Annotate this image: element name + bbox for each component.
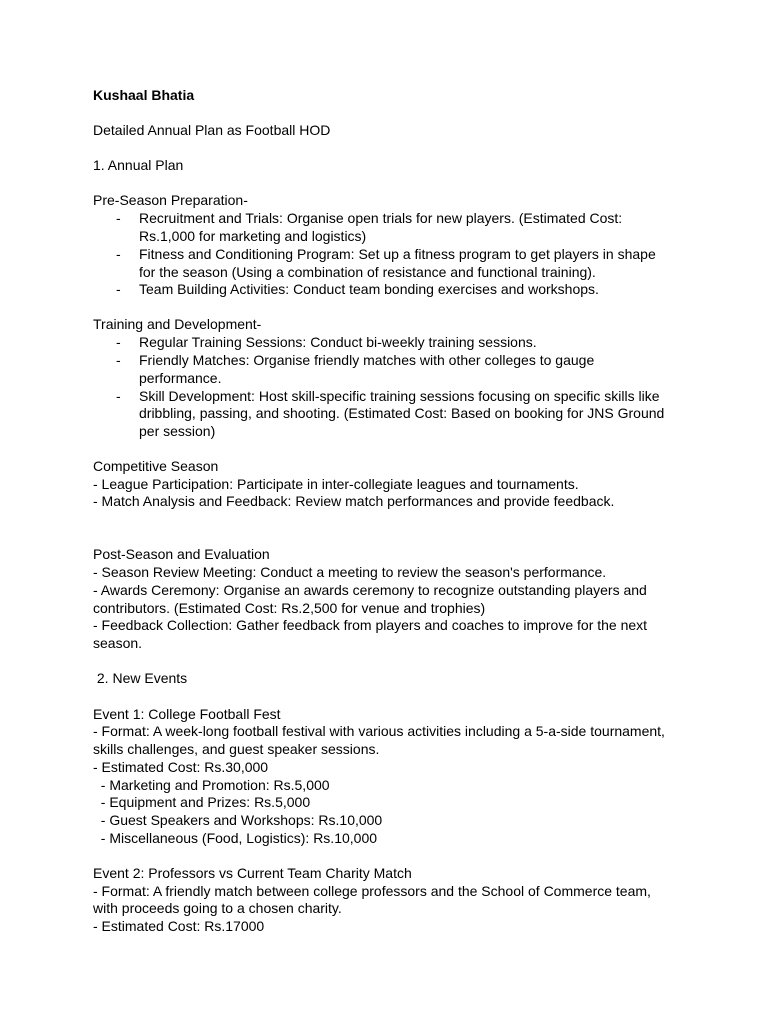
bullet-dash: - (116, 388, 121, 404)
section-heading-new-events: 2. New Events (93, 670, 188, 686)
subsection-heading-competitive: Competitive Season (93, 458, 219, 474)
text-line: - Miscellaneous (Food, Logistics): Rs.10,000 (93, 830, 378, 846)
bullet-dash: - (116, 352, 121, 368)
bullet-dash: - (116, 334, 121, 350)
subsection-heading-postseason: Post-Season and Evaluation (93, 546, 270, 562)
list-item-line: Friendly Matches: Organise friendly matches with other colleges to gauge (139, 352, 595, 368)
list-item-line: Fitness and Conditioning Program: Set up a fitness program to get players in shape (139, 246, 656, 262)
list-item-line: Team Building Activities: Conduct team bonding exercises and workshops. (139, 281, 599, 297)
text-line: - Estimated Cost: Rs.17000 (93, 918, 265, 934)
text-line: - Match Analysis and Feedback: Review match performances and provide feedback. (93, 493, 615, 509)
list-item-line: dribbling, passing, and shooting. (Estimated Cost: Based on booking for JNS Ground (139, 405, 665, 421)
text-line: - Marketing and Promotion: Rs.5,000 (93, 777, 330, 793)
text-line: - Estimated Cost: Rs.30,000 (93, 759, 269, 775)
text-line: skills challenges, and guest speaker sessions. (93, 741, 380, 757)
text-line: - Equipment and Prizes: Rs.5,000 (93, 794, 311, 810)
bullet-dash: - (116, 210, 121, 226)
event-heading-2: Event 2: Professors vs Current Team Charity Match (93, 865, 412, 881)
list-item-line: Recruitment and Trials: Organise open trials for new players. (Estimated Cost: (139, 210, 623, 226)
author-name: Kushaal Bhatia (93, 87, 195, 103)
list-item-line: performance. (139, 370, 222, 386)
section-heading-annual-plan: 1. Annual Plan (93, 157, 184, 173)
list-item-line: for the season (Using a combination of resistance and functional training). (139, 264, 596, 280)
document-title: Detailed Annual Plan as Football HOD (93, 122, 331, 138)
text-line: - Feedback Collection: Gather feedback from players and coaches to improve for the next (93, 617, 648, 633)
text-line: - Awards Ceremony: Organise an awards ceremony to recognize outstanding players and (93, 582, 647, 598)
text-line: season. (93, 635, 143, 651)
event-heading-1: Event 1: College Football Fest (93, 706, 281, 722)
text-line: - Guest Speakers and Workshops: Rs.10,000 (93, 812, 383, 828)
bullet-dash: - (116, 246, 121, 262)
list-item-line: Rs.1,000 for marketing and logistics) (139, 228, 367, 244)
subsection-heading-training: Training and Development- (93, 316, 262, 332)
text-line: - Format: A week-long football festival with various activities including a 5-a-side tournament, (93, 723, 665, 739)
bullet-dash: - (116, 281, 121, 297)
subsection-heading-preseason: Pre-Season Preparation- (93, 192, 248, 208)
list-item-line: per session) (139, 423, 216, 439)
text-line: - Format: A friendly match between college professors and the School of Commerce team, (93, 883, 651, 899)
text-line: - Season Review Meeting: Conduct a meeting to review the season's performance. (93, 564, 607, 580)
list-item-line: Skill Development: Host skill-specific training sessions focusing on specific skills like (139, 388, 660, 404)
text-line: with proceeds going to a chosen charity. (93, 900, 342, 916)
text-line: contributors. (Estimated Cost: Rs.2,500 for venue and trophies) (93, 600, 486, 616)
list-item-line: Regular Training Sessions: Conduct bi-weekly training sessions. (139, 334, 537, 350)
text-line: - League Participation: Participate in inter-collegiate leagues and tournaments. (93, 476, 579, 492)
